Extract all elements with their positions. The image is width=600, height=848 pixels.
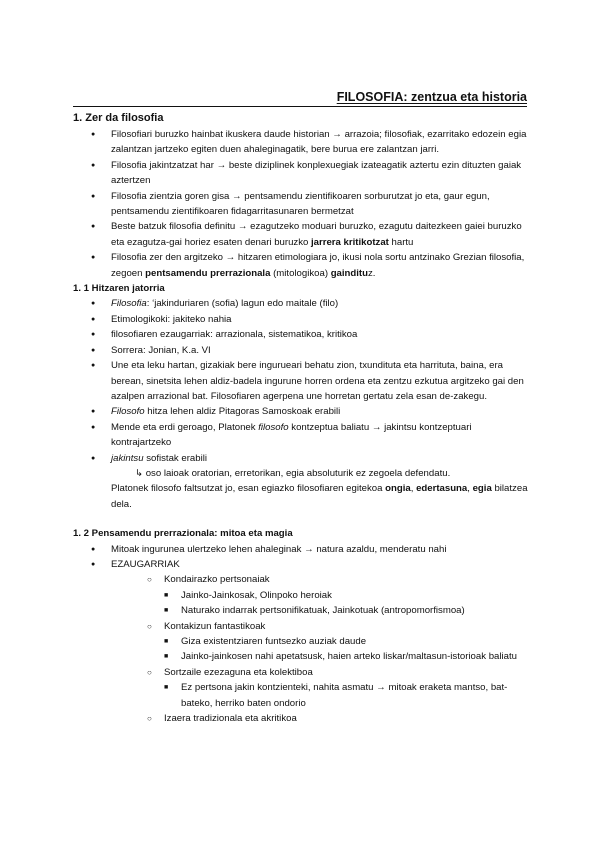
section-heading: 1. Zer da filosofia	[73, 112, 164, 124]
list-item: ● Mende eta erdi geroago, Platonek filosofo kontzeptua baliatu → jakintsu kontzeptuari kontrajartzeko	[73, 420, 528, 451]
bullet-list	[73, 127, 528, 281]
closing-paragraph: Platonek filosofo faltsutzat jo, esan egiazko filosofiaren egitekoa ongia, edertasuna, egia bilatzea dela.	[111, 483, 528, 510]
bullet-list	[73, 542, 528, 727]
list-item: ● jakintsu sofistak erabili	[73, 451, 528, 466]
list-item: ● Filosofo hitza lehen aldiz Pitagoras Samoskoak erabili	[73, 404, 528, 419]
list-item: ● Sorrera: Jonian, K.a. VI	[73, 343, 528, 358]
list-item: ○ Izaera tradizionala eta akritikoa	[147, 711, 528, 726]
subsection-heading: 1. 2 Pensamendu prerrazionala: mitoa eta magia	[73, 528, 293, 540]
list-item: ■ Jainko-jainkosen nahi apetatsusk, haien arteko liskar/maltasun-istorioak baliatu	[164, 649, 528, 664]
nested-list	[164, 680, 528, 711]
header-rule	[73, 106, 527, 107]
list-item: ● filosofiaren ezaugarriak: arrazionala, sistematikoa, kritikoa	[73, 327, 528, 342]
document-title: FILOSOFIA: zentzua eta historia	[336, 90, 527, 104]
list-item: ■ Ez pertsona jakin kontzienteki, nahita asmatu → mitoak eraketa mantso, bat-bateko, herriko baten ondorio	[164, 680, 528, 711]
list-item: ○ Sortzaile ezezaguna eta kolektiboa ■ Ez pertsona jakin kontzienteki, nahita asmatu → mitoak eraketa mantso, bat-bateko, herriko baten ondorio	[147, 665, 528, 711]
list-item: ● Filosofia: ‘jakinduriaren (sofia) lagun edo maitale (filo)	[73, 296, 528, 311]
list-item: ● Filosofia zer den argitzeko → hitzaren etimologiara jo, ikusi nola sortu antzinako Grezian filosofia, zegoen pentsamendu prerrazionala (mitologikoa) gaindituz.	[73, 250, 528, 281]
list-item: ● Filosofiari buruzko hainbat ikuskera daude historian → arrazoia; filosofiak, ezarritako edozein egia zalantzan jartzeko egiten duen ahaleginagatik, bere burua ere zalantzan jarri.	[73, 127, 528, 158]
bullet-list	[73, 296, 528, 465]
sub-note: ↳ oso laioak oratorian, erretorikan, egia absoluturik ez zegoela defendatu.	[135, 467, 451, 479]
list-item: ■ Naturako indarrak pertsonifikatuak, Jainkotuak (antropomorfismoa)	[164, 603, 528, 618]
nested-list	[147, 572, 528, 726]
list-item: ■ Jainko-Jainkosak, Olinpoko heroiak	[164, 588, 528, 603]
list-item: ● Mitoak ingurunea ulertzeko lehen ahaleginak → natura azaldu, menderatu nahi	[73, 542, 528, 557]
nested-list	[164, 634, 528, 665]
list-item: ■ Giza existentziaren funtsezko auziak daude	[164, 634, 528, 649]
list-item: ● Filosofia jakintzatzat har → beste diziplinek konplexuegiak izateagatik aztertu ezin dituzten gaiak aztertzen	[73, 158, 528, 189]
list-item: ● Filosofia zientzia goren gisa → pentsamendu zientifikoaren sorburutzat jo eta, gaur egun, pentsamendu zientifikoaren fidagarritasunaren bermetzat	[73, 189, 528, 220]
list-item: ○ Kondairazko pertsonaiak ■ Jainko-Jainkosak, Olinpoko heroiak ■ Naturako indarrak pertsonifikatuak, Jainkotuak (antropomorfismoa)	[147, 572, 528, 618]
list-item: ● EZAUGARRIAK ○ Kondairazko pertsonaiak ■ Jainko-Jainkosak, Olinpoko heroiak ■ Naturako indarrak pertsonifikatuak, Jainkotuak (antropomorfismoa) ○ Kontakizun fantastikoak ■ Giza existentziaren funtsezko auziak daude ■ Jainko-jainkosen nahi apetatsusk, haien arteko liskar/maltasun-istorioak baliatu ○ Sortzaile ezezaguna eta kolektiboa ■ Ez pertsona jakin kontzienteki, nahita asmatu → mitoak eraketa mantso, bat-bateko, herriko baten ondorio ○ Izaera tradizionala eta akritikoa	[73, 557, 528, 726]
list-item: ● Une eta leku hartan, gizakiak bere ingurueari behatu zion, txundituta eta harrituta, baina, era berean, sinetsita lehen aldiz-badela ingurune horren ordena eta zentzu ezkutua argitzeko gai den azalpen arrazional bat. Filosofiaren agerpena une horretan gertatu zela esan de-zakegu.	[73, 358, 528, 404]
document-body	[73, 110, 528, 726]
list-item: ● Beste batzuk filosofia definitu → ezagutzeko moduari buruzko, ezagutu daitezkeen gaiei buruzko eta ezagutza-gai horiez esaten denari buruzko jarrera kritikotzat hartu	[73, 219, 528, 250]
list-item: ● Etimologikoki: jakiteko nahia	[73, 312, 528, 327]
nested-list	[164, 588, 528, 619]
subsection-heading: 1. 1 Hitzaren jatorria	[73, 283, 165, 295]
list-item: ○ Kontakizun fantastikoak ■ Giza existentziaren funtsezko auziak daude ■ Jainko-jainkosen nahi apetatsusk, haien arteko liskar/maltasun-istorioak baliatu	[147, 619, 528, 665]
